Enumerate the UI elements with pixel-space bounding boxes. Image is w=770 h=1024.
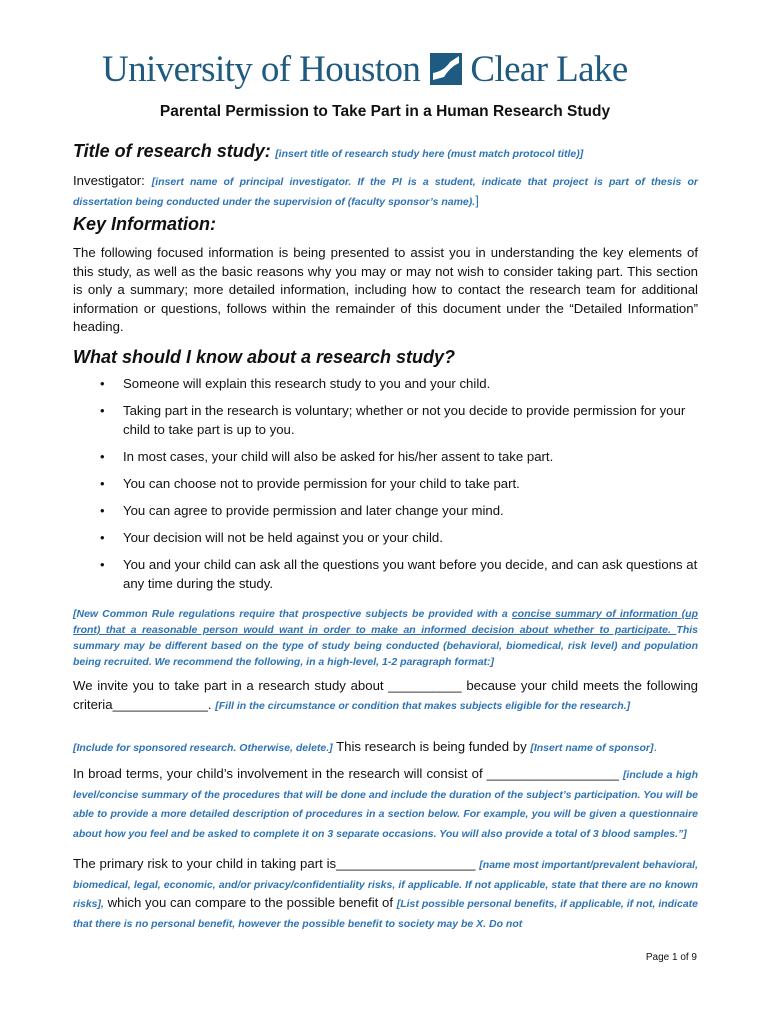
benefit-text: which you can compare to the possible benefit of [103,895,397,911]
bullet-icon: • [100,557,105,573]
concise-summary-link: concise summary of information (up front) that a reasonable person would want in order to make an informed decision about whether to participate. [73,608,698,636]
eligibility-note: [Fill in the circumstance or condition that makes subjects eligible for the research.] [215,699,631,712]
list-item: • In most cases, your child will also be asked for his/her assent to take part. [73,448,698,467]
list-item: • Someone will explain this research study to you and your child. [73,375,698,394]
what-should-i-know-heading: What should I know about a research study? [73,347,456,367]
investigator-placeholder: [insert name of principal investigator. If the PI is a student, indicate that project is part of thesis or dissertation being conducted under the supervision of (faculty sponsor’s name). [73,176,698,208]
list-item: • Taking part in the research is voluntary; whether or not you decide to provide permission for your child to take part is up to you. [100,403,686,437]
key-information-heading: Key Information: [73,214,217,234]
funding-note: [Include for sponsored research. Otherwise, delete.] [73,742,333,754]
risk-paragraph [73,855,698,933]
invitation-paragraph [73,677,698,715]
bullet-icon: • [100,448,105,464]
logo-mark-icon [430,53,462,85]
university-logo [102,44,668,94]
logo-right-text: Clear Lake [470,48,628,90]
invitation-text: We invite you to take part in a research study about __________ because your child meets the following criteria_____________. [73,678,698,712]
risk-text: The primary risk to your child in taking part is___________________ [73,856,480,871]
funding-paragraph: [Include for sponsored research. Otherwise, delete.] This research is being funded by [Insert name of sponsor]. [73,739,658,754]
common-rule-note: [New Common Rule regulations require that prospective subjects be provided with a concise summary of information (up front) that a reasonable person would want in order to make an informed decision about whether to participate. This summary may be different based on the type of study being conducted (behavioral, biomedical, risk level) and population being recruited. We recommend the following, in a high-level, 1-2 paragraph format:] [73,608,698,668]
list-item: • Your decision will not be held against you or your child. [73,529,698,548]
study-title-line [73,141,583,162]
study-title-placeholder: [insert title of research study here (must match protocol title)] [275,148,584,160]
risk-note: [name most important/prevalent behavioral, biomedical, legal, economic, and/or privacy/confidentiality risks, if applicable. If not applicable, state that there are no known risks], [73,859,699,911]
funding-text: This research is being funded by [332,739,531,754]
key-information-body: The following focused information is being presented to assist you in understanding the key elements of this study, as well as the basic reasons why you may or may not wish to consider taking part. This section is only a summary; more detailed information, including how to contact the research team for additional information or questions, follows within the remainder of this document under the “Detailed Information” heading. [73,245,698,335]
bullet-icon: • [100,530,105,546]
investigator-label: Investigator: [73,173,145,188]
sponsor-placeholder: [Insert name of sponsor] [530,742,654,754]
involvement-text: In broad terms, your child’s involvement in the research will consist of __________________ [73,766,623,781]
document-title: Parental Permission to Take Part in a Human Research Study [159,103,611,120]
list-item: • You and your child can ask all the questions you want before you decide, and can ask questions at any time during the study. [100,557,698,591]
list-item: • You can agree to provide permission and later change your mind. [73,502,698,521]
study-title-label: Title of research study: [73,141,271,161]
bullet-icon: • [100,403,105,419]
investigator-bracket: ] [475,192,479,208]
list-item: • You can choose not to provide permission for your child to take part. [73,475,698,494]
investigator-block [73,172,698,211]
involvement-paragraph [73,765,698,843]
bullet-icon: • [100,475,105,491]
logo-left-text: University of Houston [102,48,421,90]
bullet-icon: • [100,502,105,518]
bullet-icon: • [100,376,105,391]
research-facts-list [73,375,698,602]
procedures-note: [include a high level/concise summary of the procedures that will be done and include the duration of the subject’s participation. You will be able to provide a more detailed description of procedures in a section below. For example, you will be given a questionnaire about how you feel and be asked to complete it on 3 separate occasions. You will also provide a total of 3 blood samples.”] [73,769,698,840]
page-number: Page 1 of 9 [645,952,697,963]
benefit-note: [List possible personal benefits, if applicable, if not, indicate that there is no personal benefit, however the possible benefit to society may be X. Do not [73,898,698,930]
